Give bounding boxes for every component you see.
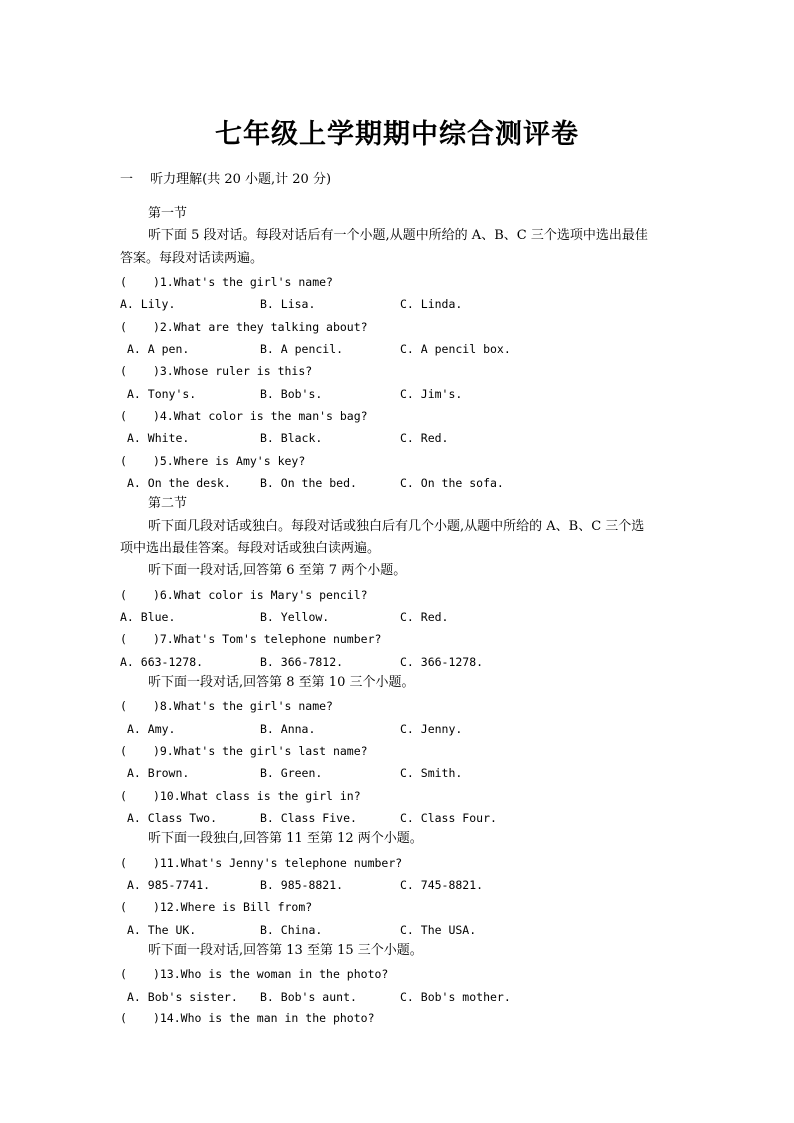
- option-c[interactable]: C. The USA.: [400, 923, 477, 937]
- question: ( )13.Who is the woman in the photo?: [120, 967, 389, 981]
- option-b[interactable]: B. Bob's aunt.: [260, 990, 357, 1004]
- question: ( )1.What's the girl's name?: [120, 275, 333, 289]
- part1-instruction: 听下面 5 段对话。每段对话后有一个小题,从题中所给的 A、B、C 三个选项中选出最佳: [148, 228, 648, 243]
- option-c[interactable]: C. 366-1278.: [400, 655, 484, 669]
- part1-instruction-cont: 答案。每段对话读两遍。: [120, 251, 264, 266]
- option-c[interactable]: C. A pencil box.: [400, 342, 511, 356]
- section-heading: 一 听力理解(共 20 小题,计 20 分): [120, 172, 332, 187]
- option-a[interactable]: A. Brown.: [127, 766, 190, 780]
- question: ( )8.What's the girl's name?: [120, 699, 333, 713]
- option-b[interactable]: B. A pencil.: [260, 342, 344, 356]
- part2-instruction: 听下面几段对话或独白。每段对话或独白后有几个小题,从题中所给的 A、B、C 三个选: [148, 519, 645, 534]
- question: ( )3.Whose ruler is this?: [120, 364, 313, 378]
- option-c[interactable]: C. Smith.: [400, 766, 463, 780]
- option-a[interactable]: A. White.: [127, 431, 190, 445]
- option-a[interactable]: A. 663-1278.: [120, 655, 204, 669]
- sub-instruction: 听下面一段独白,回答第 11 至第 12 两个小题。: [148, 831, 423, 846]
- option-a[interactable]: A. On the desk.: [127, 476, 231, 490]
- option-c[interactable]: C. Jenny.: [400, 722, 463, 736]
- option-a[interactable]: A. The UK.: [127, 923, 197, 937]
- option-a[interactable]: A. 985-7741.: [127, 878, 211, 892]
- part2-instruction-cont: 项中选出最佳答案。每段对话或独白读两遍。: [120, 541, 381, 556]
- option-b[interactable]: B. 366-7812.: [260, 655, 344, 669]
- option-c[interactable]: C. Bob's mother.: [400, 990, 511, 1004]
- option-c[interactable]: C. 745-8821.: [400, 878, 484, 892]
- sub-instruction: 听下面一段对话,回答第 6 至第 7 两个小题。: [148, 563, 407, 578]
- part1-label: 第一节: [148, 206, 188, 221]
- option-a[interactable]: A. Blue.: [120, 610, 176, 624]
- part2-label: 第二节: [148, 496, 188, 511]
- option-b[interactable]: B. On the bed.: [260, 476, 357, 490]
- sub-instruction: 听下面一段对话,回答第 13 至第 15 三个小题。: [148, 943, 423, 958]
- question: ( )6.What color is Mary's pencil?: [120, 588, 368, 602]
- option-a[interactable]: A. Lily.: [120, 297, 176, 311]
- option-b[interactable]: B. Yellow.: [260, 610, 330, 624]
- option-c[interactable]: C. On the sofa.: [400, 476, 504, 490]
- option-b[interactable]: B. Bob's.: [260, 387, 323, 401]
- question: ( )7.What's Tom's telephone number?: [120, 632, 382, 646]
- option-b[interactable]: B. Lisa.: [260, 297, 316, 311]
- question: ( )4.What color is the man's bag?: [120, 409, 368, 423]
- option-b[interactable]: B. 985-8821.: [260, 878, 344, 892]
- option-a[interactable]: A. Class Two.: [127, 811, 218, 825]
- question: ( )9.What's the girl's last name?: [120, 744, 368, 758]
- question: ( )12.Where is Bill from?: [120, 900, 313, 914]
- option-b[interactable]: B. Green.: [260, 766, 323, 780]
- question: ( )5.Where is Amy's key?: [120, 454, 306, 468]
- question: ( )14.Who is the man in the photo?: [120, 1011, 375, 1025]
- option-a[interactable]: A. Tony's.: [127, 387, 197, 401]
- option-a[interactable]: A. A pen.: [127, 342, 190, 356]
- option-b[interactable]: B. Black.: [260, 431, 323, 445]
- question: ( )2.What are they talking about?: [120, 320, 368, 334]
- option-c[interactable]: C. Class Four.: [400, 811, 497, 825]
- option-c[interactable]: C. Red.: [400, 431, 449, 445]
- option-c[interactable]: C. Jim's.: [400, 387, 463, 401]
- option-a[interactable]: A. Amy.: [127, 722, 176, 736]
- question: ( )11.What's Jenny's telephone number?: [120, 856, 403, 870]
- option-c[interactable]: C. Red.: [400, 610, 449, 624]
- sub-instruction: 听下面一段对话,回答第 8 至第 10 三个小题。: [148, 675, 415, 690]
- option-b[interactable]: B. China.: [260, 923, 323, 937]
- option-c[interactable]: C. Linda.: [400, 297, 463, 311]
- option-a[interactable]: A. Bob's sister.: [127, 990, 238, 1004]
- option-b[interactable]: B. Class Five.: [260, 811, 357, 825]
- option-b[interactable]: B. Anna.: [260, 722, 316, 736]
- question: ( )10.What class is the girl in?: [120, 789, 361, 803]
- page-title: 七年级上学期期中综合测评卷: [215, 119, 579, 150]
